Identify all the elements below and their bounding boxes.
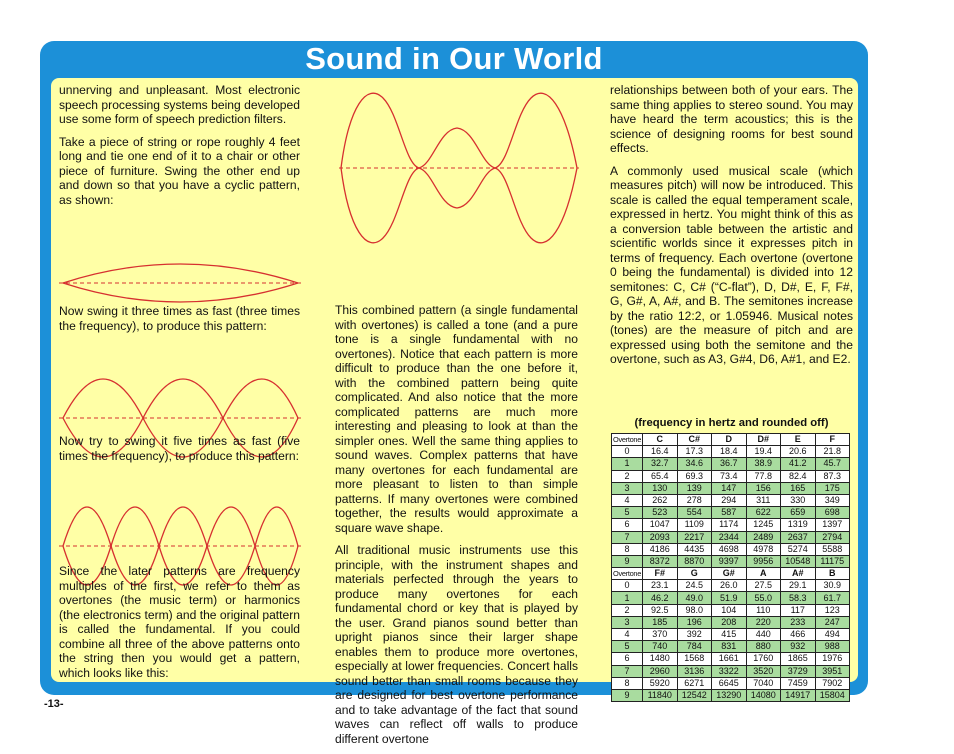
overtone-cell: 5 xyxy=(612,507,643,519)
frequency-cell: 175 xyxy=(815,482,850,494)
frequency-cell: 2489 xyxy=(746,531,781,543)
frequency-cell: 523 xyxy=(643,507,678,519)
frequency-cell: 49.0 xyxy=(677,592,712,604)
frequency-cell: 73.4 xyxy=(712,470,747,482)
frequency-cell: 233 xyxy=(781,616,816,628)
frequency-cell: 24.5 xyxy=(677,580,712,592)
frequency-cell: 392 xyxy=(677,629,712,641)
table-row xyxy=(612,446,850,458)
frequency-cell: 19.4 xyxy=(746,446,781,458)
frequency-cell: 41.2 xyxy=(781,458,816,470)
table-row xyxy=(612,543,850,555)
wave-curve xyxy=(63,283,298,302)
table-header-row xyxy=(612,568,850,580)
frequency-cell: 2217 xyxy=(677,531,712,543)
page-frame xyxy=(40,41,868,746)
semitone-header: F# xyxy=(643,568,678,580)
semitone-header: C xyxy=(643,434,678,446)
overtone-cell: 0 xyxy=(612,580,643,592)
frequency-cell: 92.5 xyxy=(643,604,678,616)
overtone-cell: 4 xyxy=(612,494,643,506)
frequency-cell: 82.4 xyxy=(781,470,816,482)
overtone-cell: 7 xyxy=(612,665,643,677)
overtone-cell: 3 xyxy=(612,616,643,628)
semitone-header: E xyxy=(781,434,816,446)
table-row xyxy=(612,519,850,531)
column-1-part-4 xyxy=(59,564,300,688)
frequency-cell: 21.8 xyxy=(815,446,850,458)
frequency-cell: 46.2 xyxy=(643,592,678,604)
table-row xyxy=(612,677,850,689)
column-2 xyxy=(335,303,578,754)
table-caption: (frequency in hertz and rounded off) xyxy=(634,417,829,429)
frequency-cell: 784 xyxy=(677,641,712,653)
frequency-cell: 3520 xyxy=(746,665,781,677)
frequency-cell: 29.1 xyxy=(781,580,816,592)
table-row xyxy=(612,604,850,616)
overtone-cell: 7 xyxy=(612,531,643,543)
frequency-cell: 3136 xyxy=(677,665,712,677)
page-number: -13- xyxy=(44,698,64,710)
frequency-cell: 55.0 xyxy=(746,592,781,604)
wave-curve xyxy=(341,128,577,243)
frequency-cell: 11840 xyxy=(643,689,678,701)
frequency-cell: 1480 xyxy=(643,653,678,665)
semitone-header: A# xyxy=(781,568,816,580)
frequency-cell: 5588 xyxy=(815,543,850,555)
frequency-cell: 1865 xyxy=(781,653,816,665)
overtone-header: Overtone xyxy=(613,569,641,579)
frequency-cell: 1245 xyxy=(746,519,781,531)
table-row xyxy=(612,665,850,677)
paragraph: unnerving and unpleasant. Most electronic speech processing systems being developed use some form of speech prediction filters. xyxy=(59,83,300,126)
overtone-cell: 4 xyxy=(612,629,643,641)
frequency-cell: 20.6 xyxy=(781,446,816,458)
wave-curve xyxy=(341,93,577,208)
frequency-cell: 14080 xyxy=(746,689,781,701)
table-row xyxy=(612,653,850,665)
paragraph: This combined pattern (a single fundamental with overtones) is called a tone (and a pure tone is a single fundamental with no overtones). Notice that each pattern is more difficult to produce than the one before it, with the combined pattern being quite complicated. And also notice that the more complicated patterns are much more interesting and pleasing to look at than the simpler ones. Well the same thing applies to sound waves. Complex patterns that have many overtones for each fundamental are more pleasant to listen to than simple patterns. If many overtones were combined together, the results would approximate a square wave shape. xyxy=(335,303,578,535)
overtone-cell: 0 xyxy=(612,446,643,458)
frequency-cell: 185 xyxy=(643,616,678,628)
semitone-header: A xyxy=(746,568,781,580)
frequency-cell: 98.0 xyxy=(677,604,712,616)
table-row xyxy=(612,470,850,482)
frequency-table-part-2 xyxy=(612,568,850,702)
frequency-cell: 1976 xyxy=(815,653,850,665)
frequency-cell: 278 xyxy=(677,494,712,506)
semitone-header: F xyxy=(815,434,850,446)
frequency-cell: 8870 xyxy=(677,555,712,567)
frequency-cell: 880 xyxy=(746,641,781,653)
frequency-cell: 104 xyxy=(712,604,747,616)
frequency-cell: 23.1 xyxy=(643,580,678,592)
frequency-cell: 32.7 xyxy=(643,458,678,470)
paragraph: Take a piece of string or rope roughly 4 feet long and tie one end of it to a chair or other piece of furniture. Swing the other end up and down so that you have a cyclic pattern, as shown: xyxy=(59,134,300,207)
frequency-cell: 4698 xyxy=(712,543,747,555)
frequency-cell: 587 xyxy=(712,507,747,519)
frequency-cell: 330 xyxy=(781,494,816,506)
frequency-cell: 27.5 xyxy=(746,580,781,592)
frequency-cell: 932 xyxy=(781,641,816,653)
overtone-cell: 6 xyxy=(612,519,643,531)
frequency-cell: 69.3 xyxy=(677,470,712,482)
frequency-cell: 2637 xyxy=(781,531,816,543)
frequency-cell: 9956 xyxy=(746,555,781,567)
frequency-cell: 740 xyxy=(643,641,678,653)
frequency-cell: 1047 xyxy=(643,519,678,531)
frequency-cell: 831 xyxy=(712,641,747,653)
frequency-cell: 8372 xyxy=(643,555,678,567)
column-1-part-2 xyxy=(59,304,300,341)
page-title: Sound in Our World xyxy=(305,41,603,76)
paragraph: Now try to swing it five times as fast (five times the frequency), to produce this pattern: xyxy=(59,434,300,463)
frequency-cell: 7459 xyxy=(781,677,816,689)
table-row xyxy=(612,482,850,494)
frequency-cell: 208 xyxy=(712,616,747,628)
table-row xyxy=(612,629,850,641)
overtone-cell: 1 xyxy=(612,458,643,470)
table-row xyxy=(612,458,850,470)
frequency-cell: 65.4 xyxy=(643,470,678,482)
frequency-cell: 15804 xyxy=(815,689,850,701)
frequency-cell: 77.8 xyxy=(746,470,781,482)
frequency-cell: 7040 xyxy=(746,677,781,689)
frequency-cell: 220 xyxy=(746,616,781,628)
frequency-cell: 1174 xyxy=(712,519,747,531)
frequency-table xyxy=(611,433,850,702)
paragraph: relationships between both of your ears. The same thing applies to stereo sound. You may have heard the term acoustics; this is the science of designing rooms for best sound effects. xyxy=(610,83,853,155)
semitone-header: C# xyxy=(677,434,712,446)
frequency-cell: 247 xyxy=(815,616,850,628)
paragraph: All traditional music instruments use this principle, with the instrument shapes and materials perfected through the years to produce many overtones for each fundamental chord or key that is played by the user. Grand pianos sound better than upright pianos since their larger shape enables them to produce more overtones, especially at lower frequencies. Concert halls sound better than small rooms because they are designed for best overtone performance and to take advantage of the fact that sound waves can reflect off walls to produce different overtone xyxy=(335,543,578,746)
frequency-cell: 123 xyxy=(815,604,850,616)
frequency-cell: 2093 xyxy=(643,531,678,543)
frequency-cell: 9397 xyxy=(712,555,747,567)
overtone-cell: 8 xyxy=(612,677,643,689)
table-row xyxy=(612,494,850,506)
frequency-cell: 311 xyxy=(746,494,781,506)
frequency-cell: 16.4 xyxy=(643,446,678,458)
frequency-cell: 117 xyxy=(781,604,816,616)
table-row xyxy=(612,689,850,701)
frequency-cell: 1661 xyxy=(712,653,747,665)
frequency-cell: 554 xyxy=(677,507,712,519)
frequency-cell: 11175 xyxy=(815,555,850,567)
paragraph: Since the later patterns are frequency multiples of the first, we refer to them as overtones (the music term) or harmonics (the electronics term) and the original pattern is called the fundamental. If you could combine all three of the above patterns onto the string then you would get a pattern, which looks like this: xyxy=(59,564,300,680)
semitone-header: G# xyxy=(712,568,747,580)
semitone-header: D xyxy=(712,434,747,446)
frequency-cell: 61.7 xyxy=(815,592,850,604)
frequency-cell: 51.9 xyxy=(712,592,747,604)
frequency-cell: 3322 xyxy=(712,665,747,677)
frequency-cell: 5274 xyxy=(781,543,816,555)
frequency-cell: 622 xyxy=(746,507,781,519)
frequency-cell: 7902 xyxy=(815,677,850,689)
content-panel xyxy=(51,78,858,746)
table-row xyxy=(612,507,850,519)
frequency-cell: 466 xyxy=(781,629,816,641)
frequency-cell: 147 xyxy=(712,482,747,494)
frequency-cell: 14917 xyxy=(781,689,816,701)
frequency-cell: 110 xyxy=(746,604,781,616)
frequency-cell: 1109 xyxy=(677,519,712,531)
frequency-cell: 10548 xyxy=(781,555,816,567)
frequency-cell: 13290 xyxy=(712,689,747,701)
frequency-cell: 45.7 xyxy=(815,458,850,470)
table-header-row xyxy=(612,434,850,446)
frequency-cell: 3951 xyxy=(815,665,850,677)
frequency-cell: 34.6 xyxy=(677,458,712,470)
paragraph: A commonly used musical scale (which measures pitch) will now be introduced. This scale is called the equal temperament scale, expressed in hertz. You might think of this as a conversion table between the artistic and scientific worlds since it expresses pitch in terms of frequency. Each overtone (overtone 0 being the fundamental) is divided into 12 semitones: C, C# (“C-flat”), D, D#, E, F, F#, G, G#, A, A#, and B. The semitones increase by the ratio 12:2, or 1.05946. Musical notes (tones) are the measure of pitch and are expressed using both the semitone and the overtone, such as A3, G#4, D6, A#1, and E2. xyxy=(610,163,853,366)
frequency-cell: 12542 xyxy=(677,689,712,701)
frequency-cell: 1760 xyxy=(746,653,781,665)
overtone-cell: 2 xyxy=(612,470,643,482)
overtone-cell: 6 xyxy=(612,653,643,665)
table-row xyxy=(612,592,850,604)
frequency-cell: 130 xyxy=(643,482,678,494)
frequency-cell: 440 xyxy=(746,629,781,641)
overtone-cell: 1 xyxy=(612,592,643,604)
table-row xyxy=(612,580,850,592)
frequency-cell: 2960 xyxy=(643,665,678,677)
frequency-cell: 294 xyxy=(712,494,747,506)
frequency-cell: 262 xyxy=(643,494,678,506)
combined-wave-figure xyxy=(339,86,579,251)
overtone-cell: 9 xyxy=(612,555,643,567)
frequency-cell: 139 xyxy=(677,482,712,494)
frequency-cell: 196 xyxy=(677,616,712,628)
frequency-cell: 4978 xyxy=(746,543,781,555)
frequency-cell: 5920 xyxy=(643,677,678,689)
frequency-cell: 58.3 xyxy=(781,592,816,604)
frequency-cell: 4435 xyxy=(677,543,712,555)
frequency-cell: 988 xyxy=(815,641,850,653)
column-3 xyxy=(610,83,853,375)
frequency-cell: 659 xyxy=(781,507,816,519)
frequency-cell: 1397 xyxy=(815,519,850,531)
frequency-cell: 3729 xyxy=(781,665,816,677)
semitone-header: B xyxy=(815,568,850,580)
table-row xyxy=(612,531,850,543)
frequency-cell: 165 xyxy=(781,482,816,494)
semitone-header: G xyxy=(677,568,712,580)
overtone-cell: 3 xyxy=(612,482,643,494)
overtone-cell: 5 xyxy=(612,641,643,653)
paragraph: Now swing it three times as fast (three times the frequency), to produce this pattern: xyxy=(59,304,300,333)
column-1-part-3 xyxy=(59,434,300,471)
column-1 xyxy=(59,83,300,215)
frequency-cell: 1568 xyxy=(677,653,712,665)
frequency-cell: 30.9 xyxy=(815,580,850,592)
frequency-table-part-1 xyxy=(612,434,850,568)
frequency-cell: 6271 xyxy=(677,677,712,689)
table-row xyxy=(612,555,850,567)
frequency-cell: 2794 xyxy=(815,531,850,543)
table-row xyxy=(612,616,850,628)
frequency-cell: 698 xyxy=(815,507,850,519)
frequency-cell: 1319 xyxy=(781,519,816,531)
frequency-cell: 156 xyxy=(746,482,781,494)
frequency-cell: 26.0 xyxy=(712,580,747,592)
wave-curve xyxy=(63,264,298,283)
frequency-cell: 494 xyxy=(815,629,850,641)
frequency-cell: 370 xyxy=(643,629,678,641)
overtone-cell: 8 xyxy=(612,543,643,555)
frequency-cell: 415 xyxy=(712,629,747,641)
frequency-cell: 2344 xyxy=(712,531,747,543)
frequency-cell: 6645 xyxy=(712,677,747,689)
table-row xyxy=(612,641,850,653)
overtone-header: Overtone xyxy=(613,435,641,445)
frequency-cell: 87.3 xyxy=(815,470,850,482)
overtone-cell: 2 xyxy=(612,604,643,616)
frequency-cell: 18.4 xyxy=(712,446,747,458)
frequency-cell: 38.9 xyxy=(746,458,781,470)
frequency-cell: 4186 xyxy=(643,543,678,555)
semitone-header: D# xyxy=(746,434,781,446)
frequency-cell: 17.3 xyxy=(677,446,712,458)
frequency-cell: 36.7 xyxy=(712,458,747,470)
frequency-cell: 349 xyxy=(815,494,850,506)
overtone-cell: 9 xyxy=(612,689,643,701)
